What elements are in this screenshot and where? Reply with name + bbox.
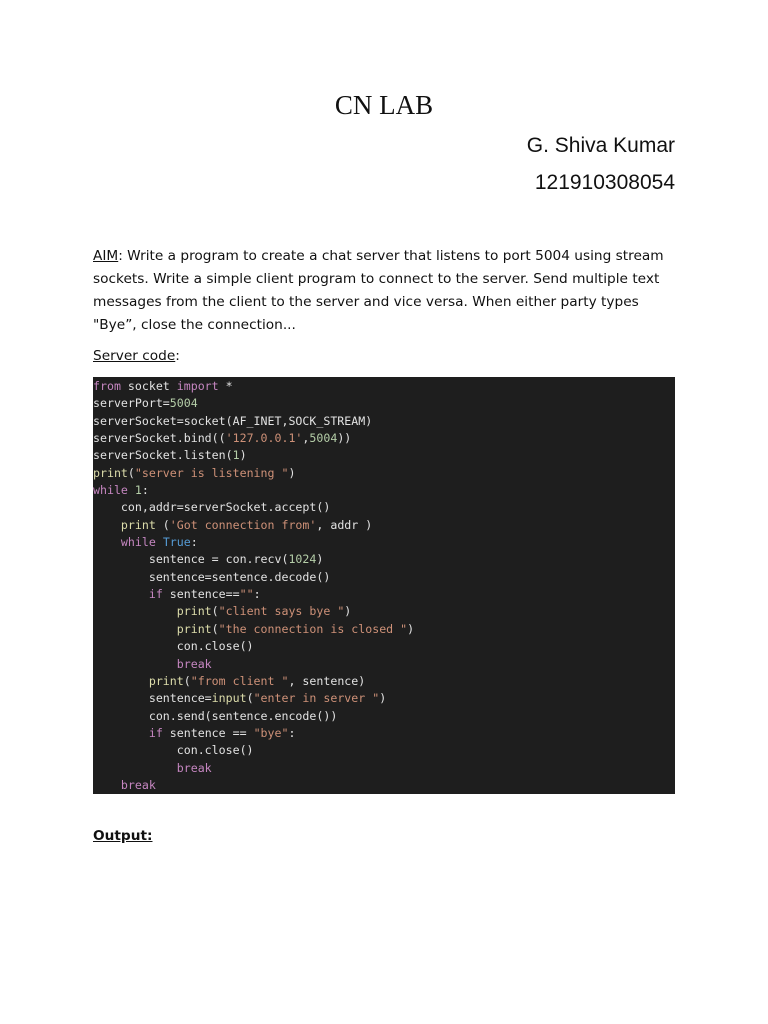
- author-id: 121910308054: [534, 171, 675, 194]
- code-text: [93, 518, 121, 532]
- code-keyword: break: [120, 777, 156, 792]
- code-text: [128, 483, 135, 497]
- code-text: [93, 674, 149, 688]
- code-keyword: while: [93, 483, 128, 498]
- code-text: serverSocket=socket(AF_INET,SOCK_STREAM): [93, 413, 373, 428]
- code-text: con.close(): [93, 639, 254, 654]
- code-text: ): [407, 621, 415, 636]
- code-number: 1024: [288, 552, 317, 567]
- code-text: (: [183, 673, 191, 688]
- code-text: :: [141, 483, 149, 498]
- code-line: [93, 621, 675, 638]
- code-text: con.send(sentence.encode()): [93, 708, 338, 723]
- code-line: [93, 690, 675, 707]
- code-keyword: import: [176, 379, 219, 393]
- code-line: [93, 551, 675, 568]
- code-text: sentence=sentence.decode(): [93, 569, 331, 584]
- code-text: serverSocket.bind((: [93, 431, 226, 446]
- code-text: ): [316, 552, 324, 567]
- code-text: , addr ): [316, 517, 373, 532]
- code-string: "enter in server ": [253, 691, 380, 706]
- code-line: [93, 517, 675, 534]
- code-text: sentence==: [162, 587, 240, 602]
- code-text: con,addr=serverSocket.accept(): [93, 500, 331, 515]
- code-string: "bye": [253, 725, 289, 740]
- code-line: [93, 413, 675, 430]
- code-number: 1: [232, 448, 240, 463]
- code-line: [93, 534, 675, 551]
- output-heading: Output:: [93, 828, 153, 844]
- code-string: "the connection is closed ": [218, 621, 408, 636]
- code-text: , sentence): [288, 673, 366, 688]
- code-function: print: [120, 517, 156, 532]
- code-string: "from client ": [190, 673, 289, 688]
- code-text: *: [218, 379, 233, 393]
- code-text: :: [190, 535, 198, 550]
- code-text: [93, 587, 149, 601]
- code-line: [93, 465, 675, 482]
- server-code-block: [93, 377, 675, 794]
- server-code-label: Server code: [93, 348, 176, 364]
- code-text: ): [379, 691, 387, 706]
- code-text: ): [344, 604, 352, 619]
- code-number: 1: [134, 483, 142, 498]
- code-function: print: [93, 465, 128, 480]
- code-text: )): [337, 431, 352, 446]
- code-line: [93, 760, 675, 777]
- code-text: serverSocket.listen(: [93, 448, 233, 463]
- code-number: 5004: [309, 431, 338, 446]
- code-keyword: while: [120, 535, 156, 550]
- aim-paragraph: [93, 245, 677, 337]
- code-line: [93, 708, 675, 725]
- code-keyword: break: [176, 656, 212, 671]
- code-text: [93, 726, 149, 740]
- code-text: ,: [302, 431, 310, 446]
- code-line: [93, 569, 675, 586]
- code-string: 'Got connection from': [169, 517, 317, 532]
- code-text: [156, 535, 163, 549]
- author-name: G. Shiva Kumar: [526, 134, 675, 157]
- code-line: [93, 378, 675, 395]
- code-string: "": [239, 587, 254, 602]
- code-line: [93, 673, 675, 690]
- code-text: socket: [120, 379, 177, 393]
- code-line: [93, 725, 675, 742]
- code-text: (: [211, 621, 219, 636]
- code-text: con.close(): [93, 743, 254, 758]
- code-text: [93, 622, 177, 636]
- code-function: print: [176, 604, 212, 619]
- code-line: [93, 777, 675, 794]
- code-line: [93, 430, 675, 447]
- code-keyword: break: [176, 760, 212, 775]
- server-code-heading: [93, 345, 180, 367]
- code-line: [93, 586, 675, 603]
- code-line: [93, 395, 675, 412]
- document-title: CN LAB: [334, 90, 434, 120]
- code-text: (: [211, 604, 219, 619]
- code-string: "server is listening ": [134, 465, 289, 480]
- code-line: [93, 447, 675, 464]
- code-line: [93, 638, 675, 655]
- code-text: sentence = con.recv(: [93, 552, 289, 567]
- code-number: 5004: [169, 396, 198, 411]
- code-text: ): [239, 448, 247, 463]
- code-keyword: from: [93, 379, 121, 393]
- code-keyword: if: [148, 725, 163, 740]
- code-keyword: if: [148, 587, 163, 602]
- code-text: serverPort=: [93, 396, 170, 411]
- code-builtin: True: [162, 535, 191, 550]
- code-line: [93, 499, 675, 516]
- code-text: :: [288, 725, 296, 740]
- code-text: (: [127, 465, 135, 480]
- code-text: sentence ==: [162, 725, 254, 740]
- code-text: sentence=: [93, 691, 212, 706]
- code-string: '127.0.0.1': [225, 431, 303, 446]
- code-text: ): [288, 465, 296, 480]
- code-text: [93, 657, 177, 671]
- code-text: [93, 761, 177, 775]
- code-text: [93, 535, 121, 549]
- server-code-colon: :: [175, 348, 180, 364]
- code-function: input: [211, 691, 247, 706]
- code-text: (: [246, 691, 254, 706]
- code-text: (: [155, 517, 170, 532]
- code-text: :: [253, 587, 261, 602]
- code-text: [93, 604, 177, 618]
- aim-label: AIM: [93, 248, 119, 264]
- code-string: "client says bye ": [218, 604, 345, 619]
- code-line: [93, 656, 675, 673]
- code-function: print: [148, 673, 184, 688]
- code-line: [93, 742, 675, 759]
- code-function: print: [176, 621, 212, 636]
- aim-text: : Write a program to create a chat server that listens to port 5004 using stream sockets. Write a simple client program to connect to the server. Send multiple text messages from the client to the server and vice versa. When either party types "Bye”, close the connection...: [93, 248, 664, 333]
- code-line: [93, 482, 675, 499]
- code-line: [93, 603, 675, 620]
- code-text: [93, 778, 121, 792]
